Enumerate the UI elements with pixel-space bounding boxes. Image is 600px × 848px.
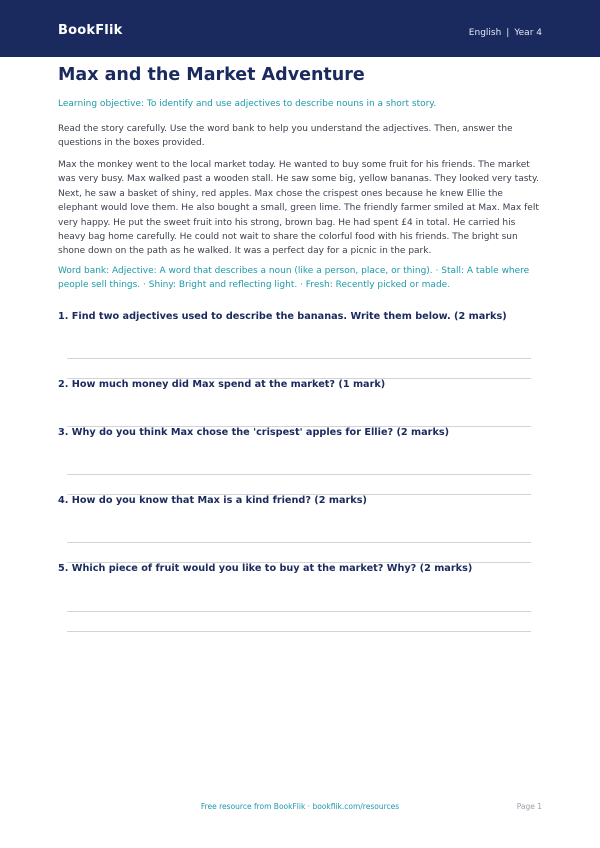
answer-line-q5-a[interactable] [67, 611, 531, 612]
question-4: 4. How do you know that Max is a kind friend? (2 marks) [58, 495, 367, 506]
answer-line-q3-a[interactable] [67, 474, 531, 475]
page-number: Page 1 [516, 802, 542, 811]
question-1: 1. Find two adjectives used to describe the bananas. Write them below. (2 marks) [58, 311, 507, 322]
year-label: Year 4 [514, 28, 542, 38]
question-5: 5. Which piece of fruit would you like to buy at the market? Why? (2 marks) [58, 563, 473, 574]
page-title: Max and the Market Adventure [58, 65, 365, 85]
story-text: Max the monkey went to the local market today. He wanted to buy some fruit for his friends. The market was very busy. Max walked past a wooden stall. He saw some big, yellow bananas. They looked very tasty. Next, he saw a basket of shiny, red apples. Max chose the crispest ones because he knew Ellie the elephant would love them. He also bought a small, green lime. The friendly farmer smiled at Max. Max felt very happy. He put the sweet fruit into his strong, brown bag. He had spent £4 in total. He carried his heavy bag home carefully. He could not wait to share the colorful food with his friends. The bright sun shone down on the path as he walked. It was a perfect day for a picnic in the park. [58, 160, 539, 257]
question-2: 2. How much money did Max spend at the market? (1 mark) [58, 379, 386, 390]
learning-objective: Learning objective: To identify and use adjectives to describe nouns in a short story. [58, 99, 437, 109]
header-bar [0, 0, 600, 57]
subject-label: English [468, 28, 502, 38]
answer-line-q4-a[interactable] [67, 542, 531, 543]
word-bank: Word bank: Adjective: A word that describes a noun (like a person, place, or thing). · Stall: A table where people sell things. · Shiny: Bright and reflecting light. · Fresh: Recently picked or made. [58, 266, 530, 290]
brand-logo-text[interactable]: BookFlik [58, 23, 123, 38]
footer-link[interactable]: Free resource from BookFlik · bookflik.com/resources [200, 802, 400, 811]
instructions-text: Read the story carefully. Use the word bank to help you understand the adjectives. Then, answer the questions in the boxes provided. [58, 124, 513, 148]
answer-line-q5-b[interactable] [67, 631, 531, 632]
answer-line-q1-a[interactable] [67, 358, 531, 359]
question-3: 3. Why do you think Max chose the 'crispest' apples for Ellie? (2 marks) [58, 427, 450, 438]
separator: | [506, 28, 510, 38]
subject-year-label [469, 28, 542, 38]
